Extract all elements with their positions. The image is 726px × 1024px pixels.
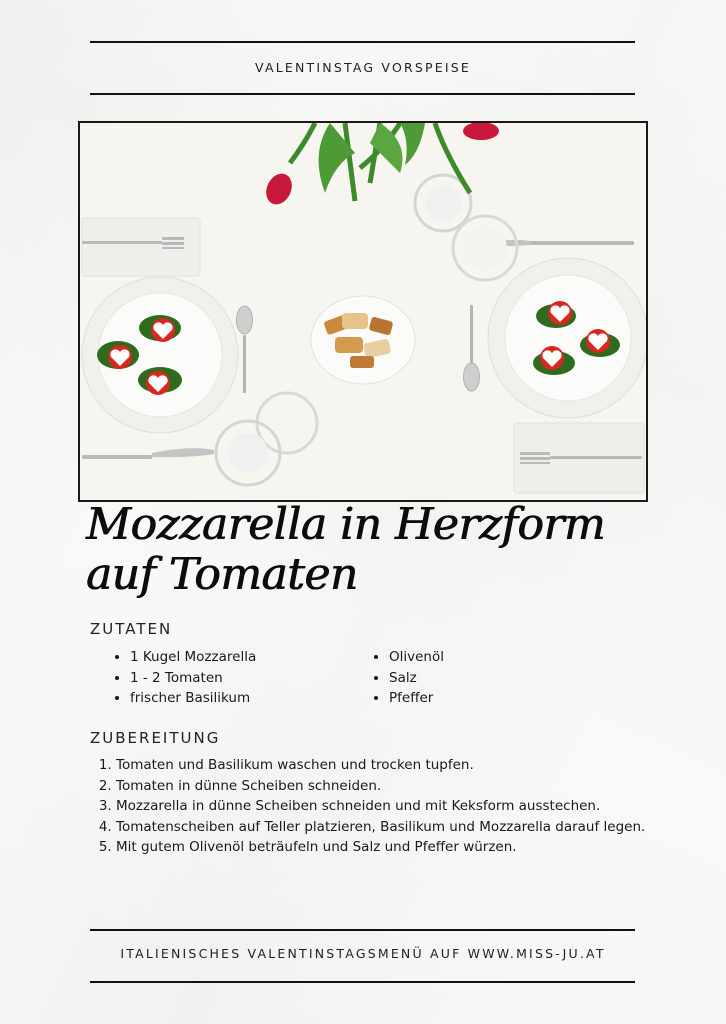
ingredient-item: • 1 Kugel Mozzarella: [130, 647, 256, 668]
footer-top-rule: [90, 929, 635, 931]
preparation-heading: ZUBEREITUNG: [90, 729, 221, 747]
header-title: VALENTINSTAG VORSPEISE: [255, 60, 471, 75]
ingredient-item: • 1 - 2 Tomaten: [130, 668, 256, 689]
top-rule: [90, 41, 635, 43]
ingredient-item: • Pfeffer: [389, 688, 444, 709]
footer-bottom-rule: [90, 981, 635, 983]
preparation-step: 4. Tomatenscheiben auf Teller platzieren, Basilikum und Mozzarella darauf legen.: [116, 817, 656, 838]
recipe-title-line-1: Mozzarella in Herzform: [86, 499, 606, 550]
preparation-step: 5. Mit gutem Olivenöl beträufeln und Salz und Pfeffer würzen.: [116, 837, 656, 858]
ingredients-list-right: [369, 647, 444, 709]
preparation-step: 1. Tomaten und Basilikum waschen und trocken tupfen.: [116, 755, 656, 776]
ingredients-heading: ZUTATEN: [90, 620, 173, 638]
ingredients-list-left: [110, 647, 256, 709]
footer-link-text[interactable]: ITALIENISCHES VALENTINSTAGSMENÜ AUF WWW.MISS-JU.AT: [120, 946, 606, 961]
ingredient-item: • Salz: [389, 668, 444, 689]
recipe-photo: [78, 121, 648, 502]
recipe-title: [86, 500, 686, 600]
preparation-steps: [100, 755, 656, 858]
ingredient-item: • frischer Basilikum: [130, 688, 256, 709]
ingredient-item: • Olivenöl: [389, 647, 444, 668]
preparation-step: 3. Mozzarella in dünne Scheiben schneiden und mit Keksform ausstechen.: [116, 796, 656, 817]
header-rule: [90, 93, 635, 95]
preparation-step: 2. Tomaten in dünne Scheiben schneiden.: [116, 776, 656, 797]
recipe-title-line-2: auf Tomaten: [86, 549, 358, 600]
